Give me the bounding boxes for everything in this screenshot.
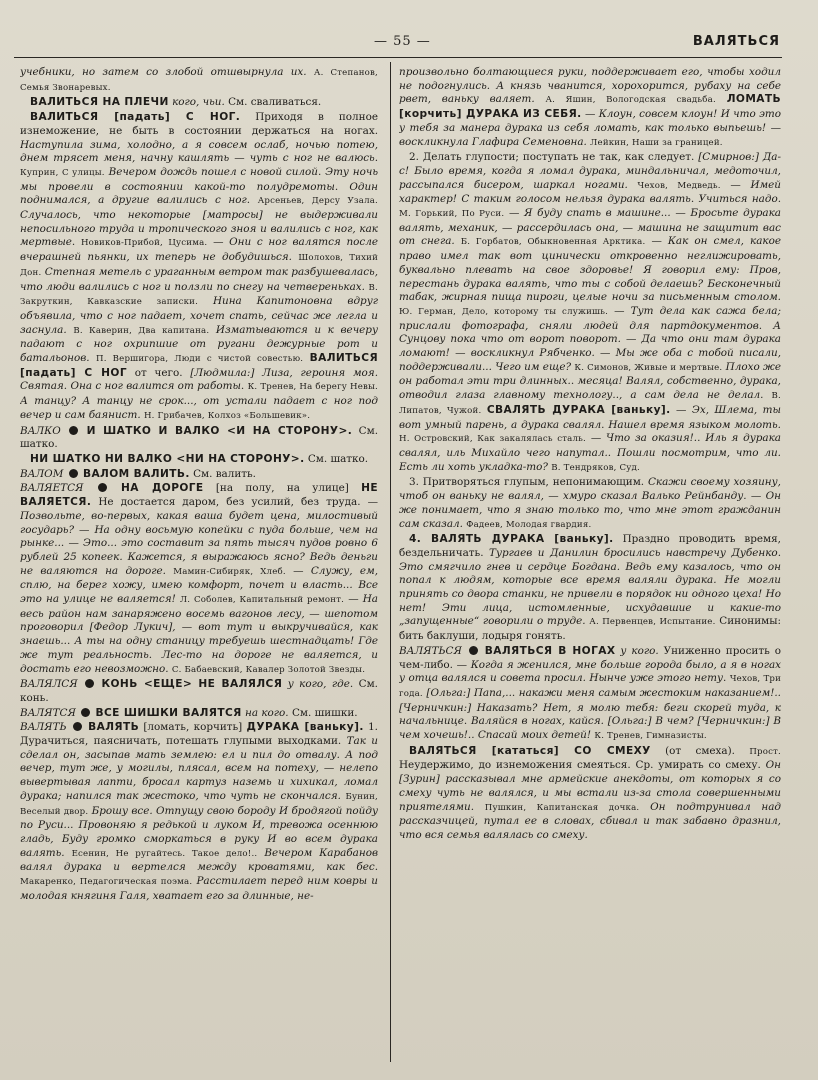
entry-continuation: учебники, но затем со злобой отшвырнула их. А. Степанов, Семья Звонаревых. bbox=[20, 66, 378, 93]
left-column bbox=[20, 66, 378, 1076]
entry-valitsya-na-plechi: ВАЛИТЬСЯ НА ПЛЕЧИ кого, чьи. См. сваливаться. bbox=[30, 96, 322, 109]
sense-4: 4. ВАЛЯТЬ ДУРАКА [ваньку]. Праздно проводить время, бездельничать. Тургаев и Данилин бросились навстречу Дубенко. Это смягчило гнев и сердце Богдана. Ведь ему казалось, что он попал к людям, которые все время валяли дурака. Не могли принять со двора станки, не привели в порядок ни одного цеха! Но нет! Эти лица, истомленные, исхудавшие и какие-то „запущенные“ говорили о труде. А. Первенцев, Испытание. Синонимы: бить баклуши, лодыря гонять. bbox=[399, 533, 781, 643]
entry-valyatsya-so-smehu: ВАЛЯТЬСЯ [кататься] СО СМЕХУ (от смеха). Прост. Неудержимо, до изнеможения смеяться. Ср. умирать со смеху. Он [Зурин] рассказывал мне армейские анекдоты, от которых я со смеху чуть не валялся, и мы встали из-за стола совершенными приятелями. Пушкин, Капитанская дочка. Он подтрунивал над рассказчицей, путал ее в словах, сбивал и так забавно дразнил, что вся семья валялась со смеху. bbox=[399, 744, 781, 841]
running-head: ВАЛЯТЬСЯ bbox=[692, 34, 780, 49]
entry-valko: ВАЛКО И ШАТКО И ВАЛКО <И НА СТОРОНУ>. См. шатко. bbox=[20, 424, 378, 451]
entry-valyat-duraka: ВАЛЯТЬ ВАЛЯТЬ [ломать, корчить] ДУРАКА [ваньку]. 1. Дурачиться, паясничать, потешать глупыми выходками. Так и сделал он, засыпав мать землею: ел и пил до отвалу. А под вечер, тут же, у могилы, плясал, всем на потеху, — нелепо вывертывая лапти, бросал картуз наземь и хихикал, ломал дурака; напился так жестоко, что чуть не скончался. Бунин, Веселый двор. Брошу все. Отпущу свою бороду И бродягой пойду по Руси... Провоняю я редькой и луком И, тревожа осеннюю гладь, Буду громко сморкаться в руку И во всем дурака валять. Есенин, Не ругайтесь. Такое дело!.. Вечером Карабанов валял дурака и вертелся между кроватями, как бес. Макаренко, Педагогическая поэма. Расстилает перед ним ковры и молодая княгиня Галя, хватает его за длинные, не- bbox=[20, 721, 378, 902]
entry-valyatsya-v-nogah: ВАЛЯТЬСЯ ВАЛЯТЬСЯ В НОГАХ у кого. Униженно просить о чем-либо. — Когда я женился, мне больше города было, а я в ногах у отца валялся и совета просил. Нынче уже этого нету. Чехов, Три года. [Ольга:] Папа,... накажи меня самым жестоким наказанием!.. [Черничкин:] Наказать? Нет, я молю тебя: беги скорей туда, к начальнице. Валяйся в ногах, кайся. [Ольга:] В чем? [Черничкин:] В чем хочешь!.. Спасай моих детей! К. Тренев, Гимназисты. bbox=[399, 644, 781, 742]
column-divider bbox=[390, 62, 391, 1062]
page-header bbox=[0, 34, 818, 56]
entry-valyaetsya: ВАЛЯЕТСЯ НА ДОРОГЕ [на полу, на улице] НЕ ВАЛЯЕТСЯ. Не достается даром, без усилий, без труда. — Позвольте, во-первых, какая ваша будет цена, милостивый государь? — На одну восьмую копейки с пуда больше, чем на рынке... — Это... это составит за пять тысяч пудов ровно 6 рублей 25 копеек. Кажется, я выражаюсь ясно? Ведь деньги не валяются на дороге. Мамин-Сибиряк, Хлеб. — Служу, ем, сплю, на берег хожу, имею комфорт, почет и власть... Все это на улице не валяется! Л. Соболев, Капитальный ремонт. — На весь район нам занаряжено восемь вагонов лесу, — шепотом проговорил [Федор Лукич], — вот тут и выкручивайся, как знаешь... А ты на одну станицу требуешь шестнадцать! Где же тут реальность. Лес-то на дороге не валяется, и достать его невозможно. С. Бабаевский, Кавалер Золотой Звезды. bbox=[20, 482, 378, 675]
bullet-icon bbox=[98, 483, 107, 492]
bullet-icon bbox=[69, 426, 78, 435]
bullet-icon bbox=[69, 469, 78, 478]
bullet-icon bbox=[73, 722, 82, 731]
sense-2: 2. Делать глупости; поступать не так, как следует. [Смирнов:] Да-с! Было время, когда я ломал дурака, миндальничал, медоточил, рассыпался бисером, шаркал ногами. Чехов, Медведь. — Имей характер! С таким голосом нельзя дурака валять. Учиться надо. М. Горький, По Руси. — Я буду спать в машине... — Бросьте дурака валять, механик, — рассердилась она, — машина не защитит вас от снега. Б. Горбатов, Обыкновенная Арктика. — Как он смел, какое право имел так вот цинически откровенно неглижировать, буквально плевать на свое здоровье! Я говорил ему: Пров, перестань дурака валять, что ты с собой делаешь? Бесконечный табак, жирная пища пироги, целые ночи за письменным столом. Ю. Герман, Дело, которому ты служишь. — Тут дела как сажа бела; прислали фотографа, сняли людей для партдокументов. А Сунцову пока что от ворот поворот. — Да что они там дурака ломают! — воскликнул Рябченко. — Мы же оба с тобой писали, поддерживали... Чего им еще? К. Симонов, Живые и мертвые. Плохо же он работал эти три длинных.. месяца! Валял, собственно, дурака, отводил глаза главному технологу.., а сам дела не делал. В. Липатов, Чужой. СВАЛЯТЬ ДУРАКА [ваньку]. — Эх, Шлема, ты вот умный парень, а дурака свалял. Нашел время языком молоть. Н. Островский, Как закалялась сталь. — Что за оказия!.. Иль я дурака свалял, иль Михайло чего напутал.. Пошли посмотрим, что ли. Есть ли хоть укладка-то? В. Тендряков, Суд. bbox=[399, 151, 781, 473]
bullet-icon bbox=[81, 708, 90, 717]
right-column bbox=[399, 66, 781, 1076]
bullet-icon bbox=[85, 679, 94, 688]
entry-valyatsya: ВАЛЯТСЯ ВСЕ ШИШКИ ВАЛЯТСЯ на кого. См. шишки. bbox=[20, 706, 358, 719]
entry-valom: ВАЛОМ ВАЛОМ ВАЛИТЬ. См. валить. bbox=[20, 467, 256, 480]
entry-ni-shatko: НИ ШАТКО НИ ВАЛКО <НИ НА СТОРОНУ>. См. шатко. bbox=[30, 452, 369, 465]
sense-3: 3. Притворяться глупым, непонимающим. Скажи своему хозяину, чтоб он ваньку не валял, — хмуро сказал Валько Рейнбанду. — Он же понимает, что я знаю только то, что мне этот гражданин сам сказал. Фадеев, Молодая гвардия. bbox=[399, 476, 781, 530]
page-number: — 55 — bbox=[374, 34, 431, 49]
entry-valyalsya: ВАЛЯЛСЯ КОНЬ <ЕЩЕ> НЕ ВАЛЯЛСЯ у кого, где. См. конь. bbox=[20, 678, 378, 704]
entry-valitsya-s-nog: ВАЛИТЬСЯ [падать] С НОГ. Приходя в полное изнеможение, не быть в состоянии держаться на ногах. Наступила зима, холодно, а я совсем ослаб, ночью потею, днем трясет меня, начну кашлять — чуть с ног не валюсь. Куприн, С улицы. Вечером дождь пошел с новой силой. Эту ночь мы провели в состоянии какой-то полудремоты. Один поднимался, а другие валились с ног. Арсеньев, Дерсу Узала. Случалось, что некоторые [матросы] не выдерживали непосильного труда и тропического зноя и валились с ног, как мертвые. Новиков-Прибой, Цусима. — Они с ног валятся после вчерашней пьянки, их теперь не добудишься. Шолохов, Тихий Дон. Степная метель с ураганным ветром так разбушевалась, что люди валились с ног и ползли по снегу на четвереньках. В. Закруткин, Кавказские записки. Нина Капитоновна вдруг объявила, что с ног падает, хочет спать, сейчас же легла и заснула. В. Каверин, Два капитана. Изматываются и к вечеру падают с ног охрипшие от ругани дежурные рот и батальонов. П. Вершигора, Люди с чистой совестью. ВАЛИТЬСЯ [падать] С НОГ от чего. [Людмила:] Лиза, героиня моя. Святая. Она с ног валится от работы. К. Тренев, На берегу Невы. А танцу? А танцу не срок..., от устали падает с ног под вечер и сам баянист. Н. Грибачев, Колхоз «Большевик». bbox=[20, 111, 378, 421]
bullet-icon bbox=[469, 646, 478, 655]
entry-continuation-right: произвольно болтающиеся руки, поддерживает его, чтобы ходил не подогнулись. А князь чванится, хорохорится, рубаху на себе рвет, ваньку валяет. А. Яшин, Вологодская свадьба. ЛОМАТЬ [корчить] ДУРАКА ИЗ СЕБЯ. — Клоун, совсем клоун! И что это у тебя за манера дурака из себя ломать, как только выпьешь! — воскликнула Глафира Семеновна. Лейкин, Наши за границей. bbox=[399, 66, 781, 148]
header-rule bbox=[14, 57, 782, 58]
